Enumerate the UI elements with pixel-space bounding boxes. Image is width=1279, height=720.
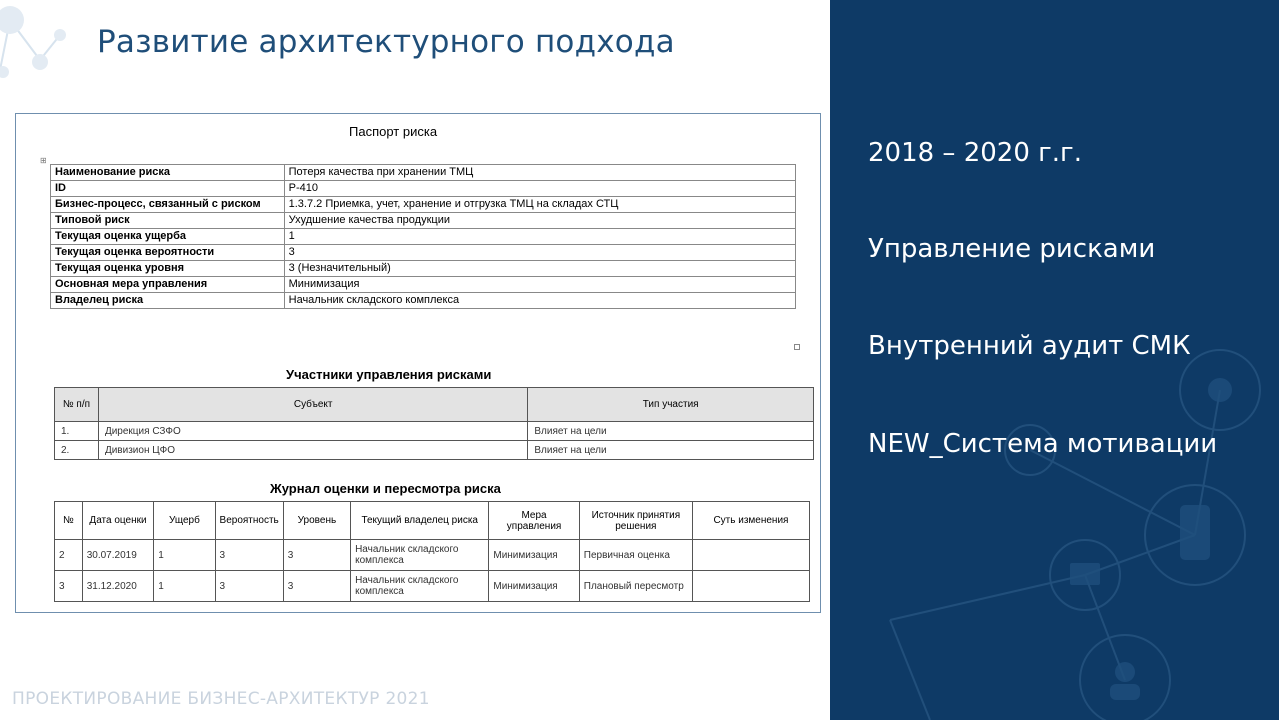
- column-header: Источник принятия решения: [579, 502, 692, 540]
- column-header: Тип участия: [528, 388, 814, 422]
- document-scan: [15, 113, 821, 613]
- column-header: № п/п: [55, 388, 99, 422]
- column-header: Мера управления: [489, 502, 579, 540]
- passport-key: Наименование риска: [51, 165, 285, 181]
- passport-key: Текущая оценка уровня: [51, 261, 285, 277]
- table-cell: Минимизация: [489, 540, 579, 571]
- table-row: [55, 540, 810, 571]
- passport-key: Текущая оценка ущерба: [51, 229, 285, 245]
- passport-table: [50, 164, 796, 309]
- participants-title: Участники управления рисками: [286, 367, 492, 382]
- panel-item-internal-audit: Внутренний аудит СМК: [868, 331, 1191, 361]
- table-cell: Минимизация: [489, 571, 579, 602]
- table-resize-handle-icon: [794, 344, 800, 350]
- right-panel: [830, 0, 1279, 720]
- table-cell: [692, 540, 809, 571]
- column-header: Текущий владелец риска: [351, 502, 489, 540]
- passport-key: ID: [51, 181, 285, 197]
- passport-value: Начальник складского комплекса: [284, 293, 795, 309]
- journal-table: [54, 501, 810, 602]
- table-row: [51, 213, 796, 229]
- column-header: Ущерб: [154, 502, 215, 540]
- passport-value: Минимизация: [284, 277, 795, 293]
- table-cell: 3: [55, 571, 83, 602]
- table-cell: 3: [283, 540, 350, 571]
- passport-key: Владелец риска: [51, 293, 285, 309]
- table-cell: [692, 571, 809, 602]
- table-row: [51, 293, 796, 309]
- table-cell: 1.: [55, 422, 99, 441]
- column-header: Субъект: [98, 388, 527, 422]
- passport-value: Потеря качества при хранении ТМЦ: [284, 165, 795, 181]
- table-row: [55, 571, 810, 602]
- table-cell: Начальник складского комплекса: [351, 540, 489, 571]
- table-cell: 1: [154, 571, 215, 602]
- table-cell: Дивизион ЦФО: [98, 441, 527, 460]
- network-decoration-icon: [0, 0, 80, 80]
- table-cell: Влияет на цели: [528, 441, 814, 460]
- table-row: [51, 261, 796, 277]
- passport-key: Основная мера управления: [51, 277, 285, 293]
- table-cell: Плановый пересмотр: [579, 571, 692, 602]
- table-cell: 3: [283, 571, 350, 602]
- table-row: [55, 422, 814, 441]
- participants-table: [54, 387, 814, 460]
- passport-key: Типовой риск: [51, 213, 285, 229]
- passport-value: 1: [284, 229, 795, 245]
- table-cell: Начальник складского комплекса: [351, 571, 489, 602]
- table-cell: Дирекция СЗФО: [98, 422, 527, 441]
- page-title: Развитие архитектурного подхода: [97, 24, 675, 60]
- table-cell: 30.07.2019: [82, 540, 154, 571]
- passport-value: 1.3.7.2 Приемка, учет, хранение и отгрузка ТМЦ на складах СТЦ: [284, 197, 795, 213]
- table-row: [51, 245, 796, 261]
- table-cell: 3: [215, 540, 283, 571]
- column-header: Суть изменения: [692, 502, 809, 540]
- table-row: [55, 441, 814, 460]
- table-cell: 2: [55, 540, 83, 571]
- table-row: [51, 165, 796, 181]
- table-cell: 31.12.2020: [82, 571, 154, 602]
- table-row: [51, 197, 796, 213]
- table-cell: Влияет на цели: [528, 422, 814, 441]
- passport-key: Бизнес-процесс, связанный с риском: [51, 197, 285, 213]
- journal-title: Журнал оценки и пересмотра риска: [270, 481, 501, 496]
- table-row: [51, 181, 796, 197]
- passport-value: 3 (Незначительный): [284, 261, 795, 277]
- column-header: №: [55, 502, 83, 540]
- panel-item-period: 2018 – 2020 г.г.: [868, 138, 1082, 168]
- table-cell: 3: [215, 571, 283, 602]
- table-move-handle-icon: ⊞: [40, 156, 47, 165]
- table-row: [51, 277, 796, 293]
- passport-value: Р-410: [284, 181, 795, 197]
- table-cell: 2.: [55, 441, 99, 460]
- panel-item-motivation-system: NEW_Система мотивации: [868, 429, 1218, 459]
- footer-text: ПРОЕКТИРОВАНИЕ БИЗНЕС-АРХИТЕКТУР 2021: [12, 689, 430, 709]
- column-header: Дата оценки: [82, 502, 154, 540]
- table-cell: 1: [154, 540, 215, 571]
- column-header: Вероятность: [215, 502, 283, 540]
- passport-value: 3: [284, 245, 795, 261]
- passport-value: Ухудшение качества продукции: [284, 213, 795, 229]
- table-row: [51, 229, 796, 245]
- passport-title: Паспорт риска: [349, 124, 438, 139]
- passport-key: Текущая оценка вероятности: [51, 245, 285, 261]
- column-header: Уровень: [283, 502, 350, 540]
- panel-item-risk-management: Управление рисками: [868, 234, 1156, 264]
- table-cell: Первичная оценка: [579, 540, 692, 571]
